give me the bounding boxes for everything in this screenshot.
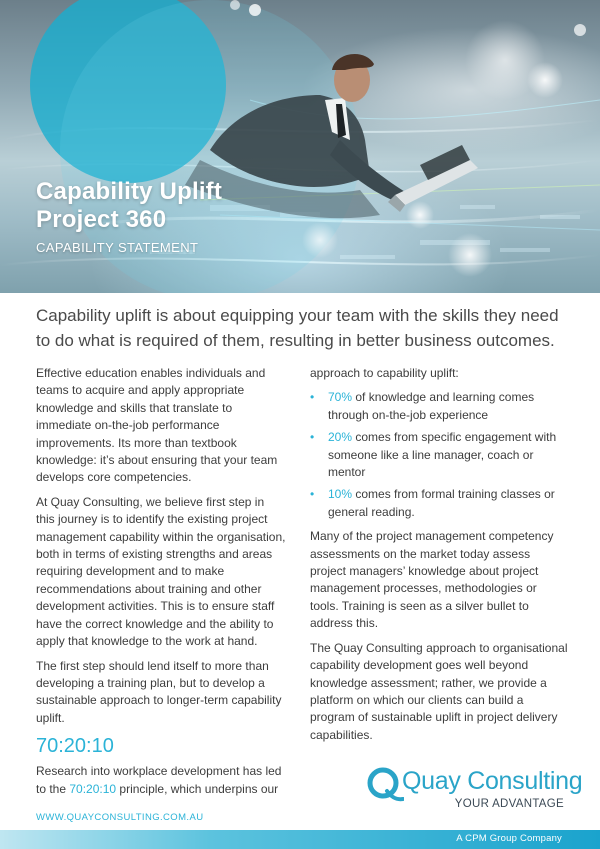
list-item: [310, 486, 568, 521]
website-link[interactable]: WWW.QUAYCONSULTING.COM.AU: [36, 812, 204, 823]
bullet-percent: 70%: [328, 390, 353, 405]
list-item: [310, 389, 568, 424]
page-subtitle: CAPABILITY STATEMENT: [36, 240, 199, 255]
title-line-2: Project 360: [36, 206, 167, 233]
ratio-bullet-list: [310, 389, 568, 521]
quay-q-icon: [364, 766, 404, 806]
research-highlight: 70:20:10: [69, 781, 117, 796]
quay-consulting-logo: [364, 766, 583, 824]
logo-tagline: YOUR ADVANTAGE: [454, 798, 564, 810]
bullet-text: of knowledge and learning comes through on-the-job experience: [328, 390, 535, 422]
bullet-percent: 20%: [328, 430, 353, 445]
page-title: [36, 178, 222, 234]
paragraph-education: Effective education enables individuals and teams to acquire and apply appropriate knowledge and skills that translate to immediate on-the-job performance improvements. Its more than textbook knowledge: it’s about ensuring that your team develops core competencies.: [36, 366, 278, 485]
paragraph-quay-approach: At Quay Consulting, we believe first step in this journey is to identify the existing project management capability within the organisation, both in terms of existing strengths and areas requiring development and to make recommendations about training and other development activities. This is to ensure staff have the correct knowledge and the ability to apply that knowledge to the work at hand.: [36, 494, 286, 649]
bullet-dot-icon: •: [310, 487, 315, 502]
bullet-percent: 10%: [328, 487, 353, 502]
intro-statement: Capability uplift is about equipping your team with the skills they need to do what is required of them, resulting in better business outcomes.: [36, 306, 559, 350]
bullet-dot-icon: •: [310, 390, 315, 405]
hero-banner: [0, 0, 600, 293]
section-heading-702010: 70:20:10: [36, 735, 114, 758]
bullet-text: comes from specific engagement with someone like a line manager, coach or mentor: [328, 430, 557, 480]
left-column: [36, 365, 286, 805]
research-text-after: principle, which underpins our: [116, 781, 279, 796]
parent-company-label: A CPM Group Company: [456, 833, 562, 844]
paragraph-quay-platform: The Quay Consulting approach to organisational capability development goes well beyond knowledge assessment; rather, we provide a platform on which our clients can build a program of sustainable uplift in project delivery capabilities.: [310, 640, 568, 742]
bullet-text: comes from formal training classes or general reading.: [328, 487, 555, 519]
title-line-1: Capability Uplift: [36, 178, 223, 205]
footer-bar: [0, 830, 600, 849]
research-text-before: Research into workplace development has led to the: [36, 764, 282, 796]
paragraph-first-step: The first step should lend itself to more than developing a training plan, but to develop a sustainable approach to longer-term capability uplift.: [36, 658, 282, 725]
logo-name: Quay Consulting: [402, 767, 583, 795]
paragraph-research: [36, 763, 286, 798]
right-column: [310, 365, 568, 751]
paragraph-competency-assessments: Many of the project management competency assessments on the market today assess project managers’ knowledge about project management processes, methodologies or tools. Training is seen as a silver bullet to address this.: [310, 529, 554, 631]
paragraph-approach-lead: approach to capability uplift:: [310, 366, 459, 380]
bullet-dot-icon: •: [310, 430, 315, 445]
list-item: [310, 429, 568, 481]
